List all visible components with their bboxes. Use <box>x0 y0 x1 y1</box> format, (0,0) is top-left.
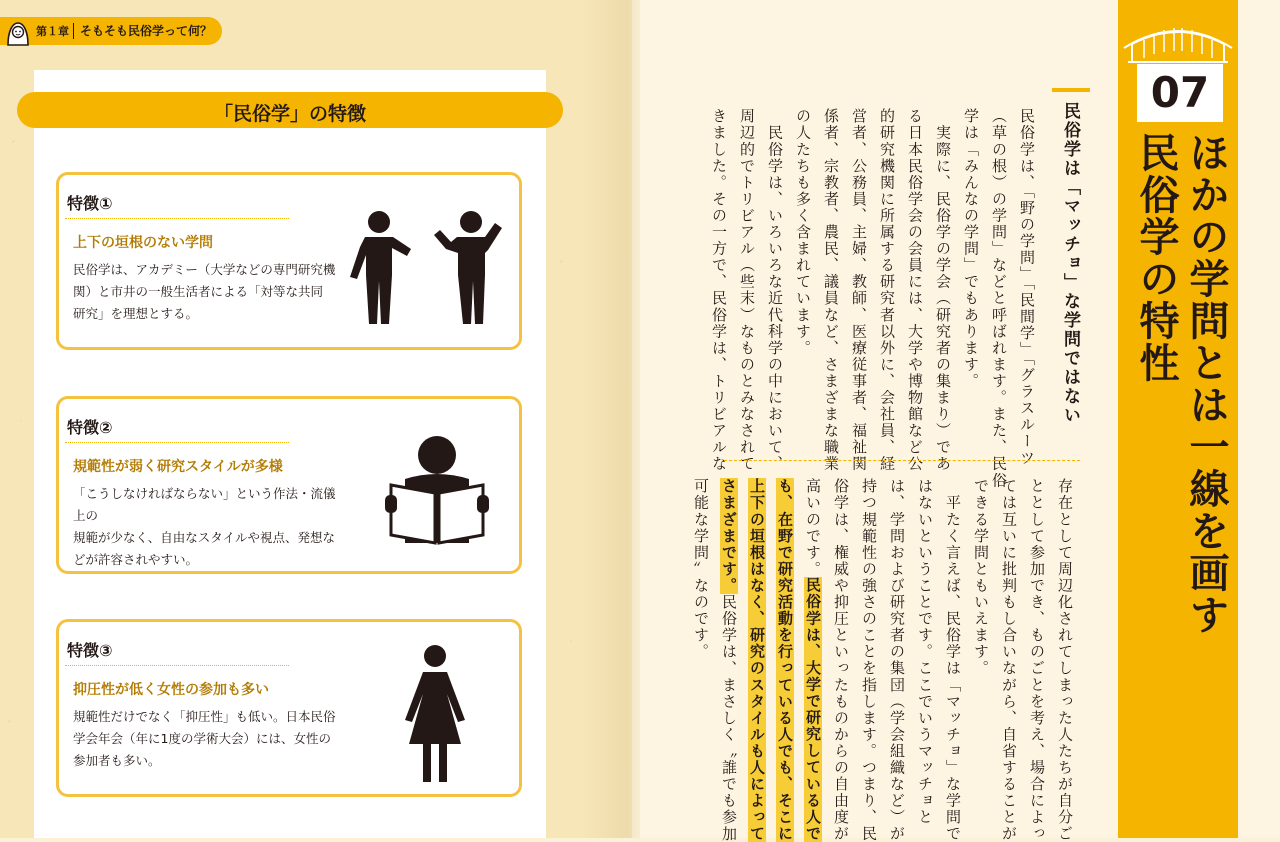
dotted-rule <box>65 218 289 219</box>
body-column <box>799 478 827 842</box>
feature-card-1 <box>56 172 522 350</box>
body-column: はないということです。ここでいうマッチョと <box>916 478 934 826</box>
two-people-talking-icon <box>349 209 511 329</box>
person-reading-icon <box>385 435 489 549</box>
page-title-line-1: ほかの学問とは一線を画す <box>1183 132 1229 636</box>
paper-speck <box>8 720 11 723</box>
body-column: 可能な学問〟なのです。 <box>692 478 710 661</box>
body-column: できる学問ともいえます。 <box>972 478 990 677</box>
highlighted-text: も、在野で研究活動を行っている人でも、そこに <box>776 478 794 842</box>
paper-speck <box>12 140 15 143</box>
body-column: 俗学は、権威や抑圧といったものからの自由度が <box>832 478 850 842</box>
feature-description <box>73 483 345 571</box>
description-line: 民俗学は、アカデミー（大学などの専門研究機 <box>73 262 336 277</box>
subheading-bar <box>1052 88 1090 92</box>
body-column: きました。その一方で、民俗学は、トリビアルな <box>710 108 728 473</box>
description-line: 学会年会（年に1度の学術大会）には、女性の <box>73 731 331 746</box>
description-line: 規範性だけでなく「抑圧性」も低い。日本民俗 <box>73 709 336 724</box>
chapter-tab <box>0 17 222 45</box>
body-column: 的研究機関に所属する研究者以外に、会社員、経 <box>878 108 896 473</box>
body-column <box>715 478 743 842</box>
description-line: 研究」を理想とする。 <box>73 306 199 321</box>
highlighted-text: 上下の垣根はなく、研究のスタイルも人によって <box>748 478 766 842</box>
feature-label: 特徴① <box>67 194 113 213</box>
section-banner <box>17 92 563 128</box>
description-line: 関）と市井の一般生活者による「対等な共同 <box>73 284 324 299</box>
body-column: 存在として周辺化されてしまった人たちが自分ご <box>1056 478 1074 842</box>
body-column: の人たちも多く含まれています。 <box>794 108 812 357</box>
paper-speck <box>570 640 572 642</box>
dotted-rule <box>65 442 289 443</box>
page-title-line-2: 民俗学の特性 <box>1133 132 1179 384</box>
page-fold <box>582 0 646 838</box>
body-column: る日本民俗学会の会員には、大学や博物館など公 <box>906 108 924 473</box>
body-text: 民俗学は、まさしく〝誰でも参加 <box>720 593 738 842</box>
body-column: 周辺的でトリビアル（些末）なものとみなされて <box>738 108 756 473</box>
body-column: ととして参加でき、ものごとを考え、場合によっ <box>1028 478 1046 842</box>
chapter-number: 第１章 <box>36 25 69 38</box>
body-column: 学は「みんなの学問」でもあります。 <box>962 108 980 390</box>
chapter-title: そもそも民俗学って何？ <box>80 24 213 38</box>
body-column: 持つ規範性の強さのことを指します。つまり、民 <box>860 478 878 842</box>
section-title: 「民俗学」の特徴 <box>213 103 366 125</box>
roof-ornament-icon <box>1118 18 1238 68</box>
feature-title: 上下の垣根のない学問 <box>73 235 213 251</box>
body-column: 民俗学は、「野の学問」「民間学」「グラスルーツ <box>1018 108 1036 467</box>
description-line: 参加者も多い。 <box>73 753 161 768</box>
body-column: 民俗学は、いろいろな近代科学の中において、 <box>766 108 784 473</box>
section-number: 07 <box>1150 68 1210 117</box>
woman-icon <box>403 644 467 788</box>
body-column: 平たく言えば、民俗学は「マッチョ」な学問で <box>944 478 962 842</box>
description-line: 「こうしなければならない」という作法・流儀上の <box>73 486 336 523</box>
body-column: 実際に、民俗学の学会（研究者の集まり）であ <box>934 108 952 473</box>
body-column: は、学問および研究者の集団（学会組織など）が <box>888 478 906 842</box>
paper-speck <box>560 260 563 263</box>
feature-label: 特徴② <box>67 418 113 437</box>
dotted-rule <box>65 665 289 666</box>
feature-card-2 <box>56 396 522 574</box>
feature-title: 抑圧性が低く女性の参加も多い <box>73 682 269 698</box>
mascot-icon <box>4 18 32 50</box>
body-column: 係者、宗教者、農民、議員など、さまざまな職業 <box>822 108 840 473</box>
feature-title: 規範性が弱く研究スタイルが多様 <box>73 459 283 475</box>
feature-description <box>73 259 345 325</box>
section-number-box <box>1137 64 1223 122</box>
chapter-separator <box>73 23 74 39</box>
body-column: （草の根）の学問」などと呼ばれます。また、民俗 <box>990 108 1008 489</box>
feature-label: 特徴③ <box>67 641 113 660</box>
highlighted-text: 民俗学は、大学で研究している人で <box>804 577 822 842</box>
description-line: どが許容されやすい。 <box>73 552 199 567</box>
body-column: 営者、公務員、主婦、教師、医療従事者、福祉関 <box>850 108 868 473</box>
body-column <box>743 478 771 842</box>
feature-card-3 <box>56 619 522 797</box>
body-text: 高いのです。 <box>804 478 822 578</box>
body-column <box>771 478 799 842</box>
highlighted-text: さまざまです。 <box>720 478 738 594</box>
subheading: 民俗学は「マッチョ」な学問ではない <box>1060 102 1080 425</box>
description-line: 規範が少なく、自由なスタイルや視点、発想な <box>73 530 336 545</box>
body-column: ては互いに批判もし合いながら、自省することが <box>1000 478 1018 842</box>
section-divider <box>724 460 1080 461</box>
feature-description <box>73 706 345 772</box>
paper-speck <box>20 420 22 422</box>
